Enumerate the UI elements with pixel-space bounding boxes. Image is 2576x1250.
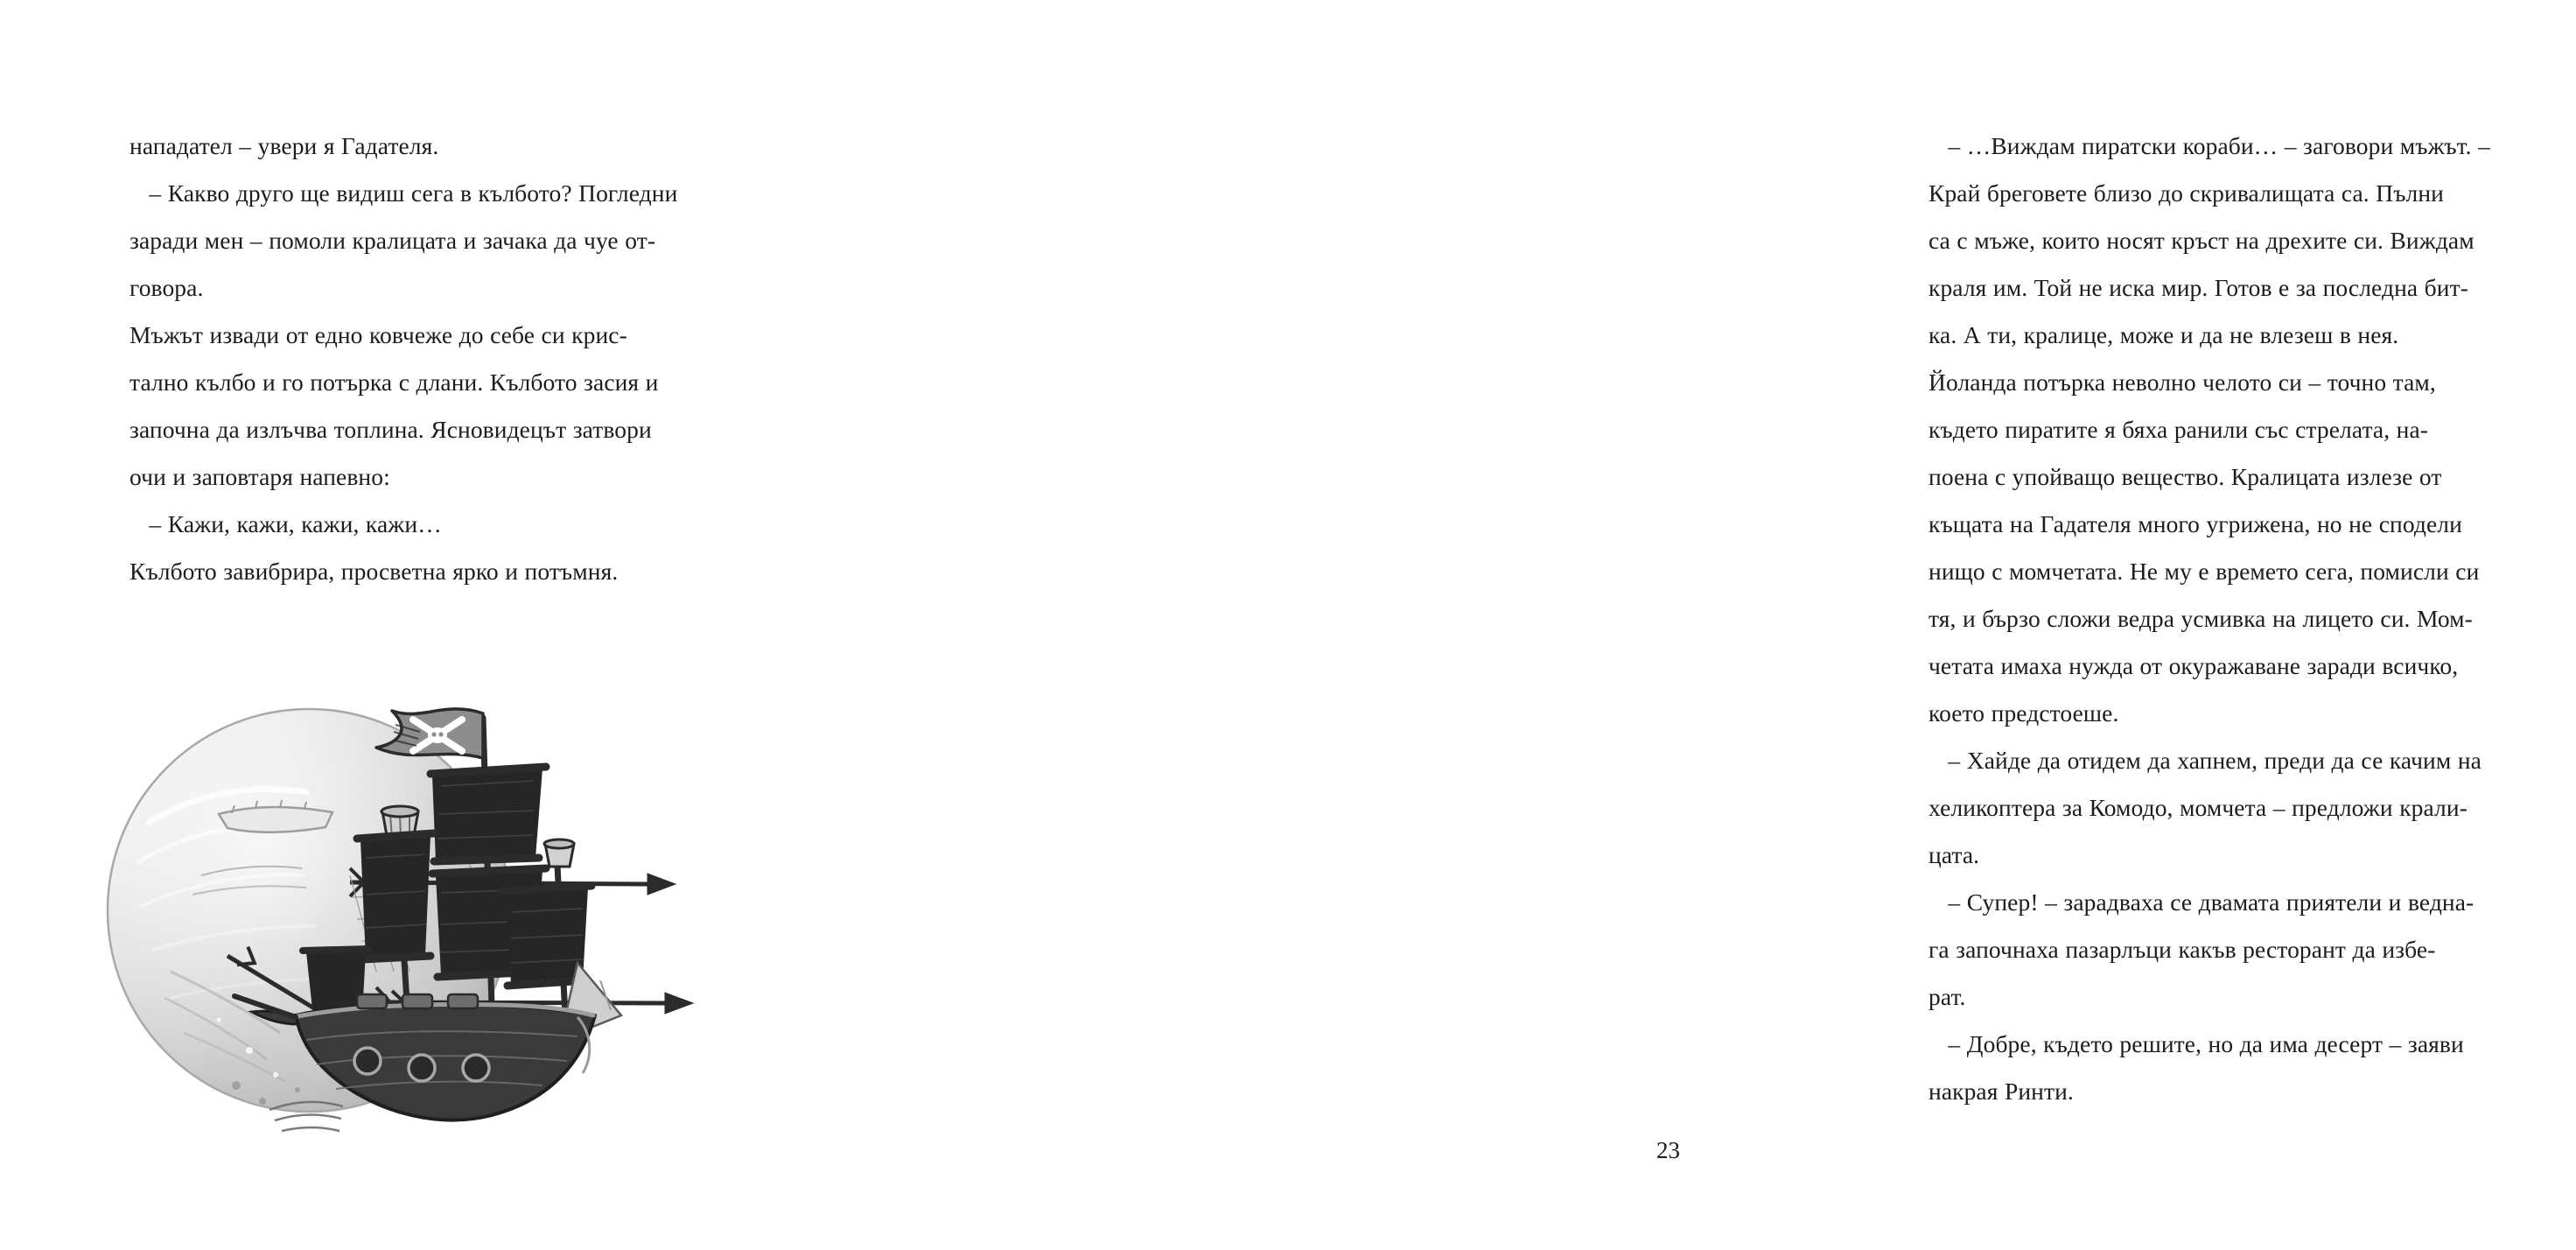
text-line: Край бреговете близо до скривалищата са. Пълни	[1928, 179, 2444, 207]
text-line: поена с упойващо вещество. Кралицата излезе от	[1928, 463, 2442, 490]
text-line: краля им. Той не иска мир. Готов е за последна бит-	[1928, 274, 2468, 301]
text-line: рат.	[1928, 983, 1966, 1010]
right-page-body-text	[1928, 123, 2576, 1115]
text-line: което предстоеше.	[1928, 699, 2119, 727]
text-line: където пиратите я бяха ранили със стрелата, на-	[1928, 416, 2429, 443]
text-line: – Добре, където решите, но да има десерт – заяви	[1928, 1030, 2464, 1057]
text-line: га започнаха пазарлъци какъв ресторант да избе-	[1928, 936, 2436, 963]
text-line: цата.	[1928, 841, 1980, 868]
text-line: – Кажи, кажи, кажи, кажи…	[130, 510, 442, 537]
text-line: – …Виждам пиратски кораби… – заговори мъжът. –	[1928, 132, 2490, 159]
text-line: Йоланда потърка неволно челото си – точно там,	[1928, 369, 2436, 396]
text-line: ка. А ти, кралице, може и да не влезеш в нея.	[1928, 321, 2399, 348]
pirate-ship-illustration	[88, 560, 718, 1173]
text-line: са с мъже, които носят кръст на дрехите си. Виждам	[1928, 227, 2474, 254]
crows-nest-secondary	[544, 839, 574, 867]
text-line: къщата на Гадателя много угрижена, но не сподели	[1928, 510, 2462, 537]
text-line: Мъжът извади от едно ковчеже до себе си крис-	[130, 321, 627, 348]
text-line: накрая Ринти.	[1928, 1078, 2074, 1105]
text-line: Кълбото завибрира, просветна ярко и потъмня.	[130, 558, 619, 585]
text-line: нападател – увери я Гадателя.	[130, 132, 439, 159]
sail-main-top	[430, 767, 546, 861]
text-line: тално кълбо и го потърка с длани. Кълбото засия и	[130, 369, 659, 396]
text-line: – Хайде да отидем да хапнем, преди да се качим на	[1928, 747, 2482, 774]
text-line: – Какво друго ще видиш сега в кълбото? Погледни	[130, 179, 678, 207]
text-line: очи и заповтаря напевно:	[130, 463, 390, 490]
left-page-body-text	[130, 123, 773, 595]
text-line: тя, и бързо сложи ведра усмивка на лицето си. Мом-	[1928, 605, 2473, 632]
text-line: четата имаха нужда от окуражаване заради всичко,	[1928, 652, 2459, 679]
text-line: нищо с момчетата. Не му е времето сега, помисли си	[1928, 558, 2480, 585]
text-line: хеликоптера за Комодо, момчета – предложи крали-	[1928, 794, 2468, 821]
text-line: заради мен – помоли кралицата и зачака да чуе от-	[130, 227, 656, 254]
deck-details	[357, 994, 478, 1008]
text-line: започна да излъчва топлина. Ясновидецът затвори	[130, 416, 652, 443]
left-page	[0, 0, 896, 1250]
right-page	[896, 0, 2490, 1250]
page-number: 23	[1656, 1137, 1680, 1163]
text-line: говора.	[130, 274, 204, 301]
text-line: – Супер! – зарадваха се двамата приятели и ведна-	[1928, 888, 2474, 916]
sail-fore-upper	[357, 833, 434, 959]
